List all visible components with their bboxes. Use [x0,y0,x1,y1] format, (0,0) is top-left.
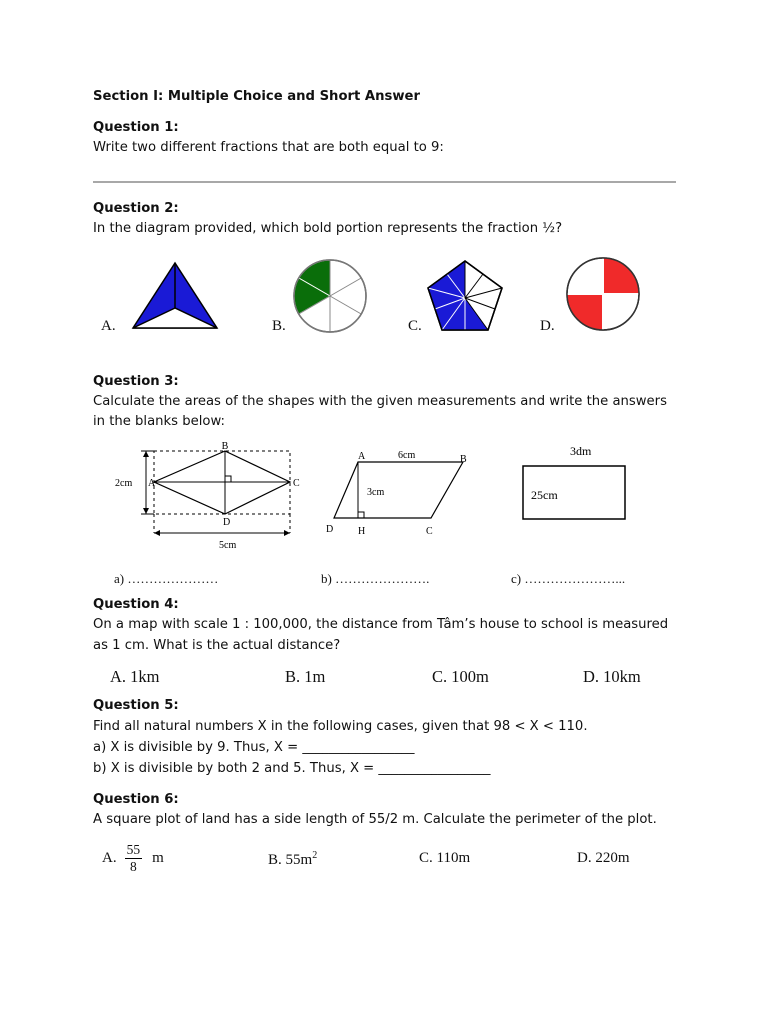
para-label-h: H [358,526,366,537]
q6-option-d: D. 220m [577,850,630,866]
q3-rhombus-figure [112,438,312,554]
q1-title: Question 1: [93,120,179,135]
q6-option-b-exponent: 2 [312,850,318,861]
q6-option-a-unit: m [152,850,164,866]
rect-width-label: 3dm [570,444,592,458]
q2-title: Question 2: [93,201,179,216]
q1-text: Write two different fractions that are both equal to 9: [93,140,444,155]
q2-pentagon-figure [418,256,516,334]
q4-title: Question 4: [93,597,179,612]
para-label-c: C [426,526,433,537]
rhombus-label-a: A [148,478,156,489]
q5-part-b: b) X is divisible by both 2 and 5. Thus, X = _________________ [93,761,491,776]
para-label-d: D [326,524,334,535]
q6-fraction-numerator: 55 [126,842,141,857]
q6-text: A square plot of land has a side length of 55/2 m. Calculate the perimeter of the plot. [93,812,657,827]
q5-text: Find all natural numbers X in the following cases, given that 98 < X < 110. [93,719,588,734]
q4-option-c: C. 100m [432,667,489,686]
q6-option-a [102,842,164,875]
q6-title: Question 6: [93,792,179,807]
q2-option-c: C. [408,318,422,334]
q3-rectangle-figure [515,440,635,524]
para-height-label: 3cm [367,487,385,498]
q3-answer-a: a) ………………… [114,571,219,586]
q5-title: Question 5: [93,698,179,713]
q6-fraction-denominator: 8 [129,859,137,874]
q6-option-b-text: B. 55m [268,852,313,868]
q4-option-b: B. 1m [285,667,326,686]
q3-answer-c: c) …………………... [511,571,626,586]
q3-answer-b: b) …………………. [321,571,430,586]
q5-part-a: a) X is divisible by 9. Thus, X = _________________ [93,740,415,755]
q6-option-b [268,850,317,869]
q2-text: In the diagram provided, which bold portion represents the fraction ½? [93,221,563,236]
q4-option-d: D. 10km [583,667,641,686]
rhombus-label-c: C [293,478,300,489]
q4-text-line2: as 1 cm. What is the actual distance? [93,638,341,653]
rhombus-label-b: B [221,441,229,452]
q6-option-a-label: A. [102,850,117,866]
q3-title: Question 3: [93,374,179,389]
section-title: Section I: Multiple Choice and Short Answer [93,89,420,104]
q3-text-line2: in the blanks below: [93,414,225,429]
q4-option-a: A. 1km [110,667,160,686]
q2-option-a: A. [101,318,116,334]
q2-option-d: D. [540,318,555,334]
q6-option-a-fraction [125,842,143,875]
q4-text-line1: On a map with scale 1 : 100,000, the distance from Tâm’s house to school is measured [93,617,669,632]
q3-parallelogram-figure [322,442,494,542]
para-base-label: 6cm [398,450,416,461]
q3-text-line1: Calculate the areas of the shapes with the given measurements and write the answers [93,394,667,409]
para-label-a: A [358,451,366,462]
q2-option-b: B. [272,318,286,334]
rhombus-height-label: 2cm [115,478,133,489]
q2-triangle-figure [130,260,220,332]
para-label-b: B [460,454,467,465]
answer-line [93,181,676,183]
rhombus-label-d: D [223,517,231,528]
rect-height-label: 25cm [531,488,558,502]
q2-circle-sixths-figure [290,259,370,335]
q2-circle-quarters-figure [563,257,643,333]
rhombus-width-label: 5cm [219,540,237,551]
q6-option-c: C. 110m [419,850,471,866]
